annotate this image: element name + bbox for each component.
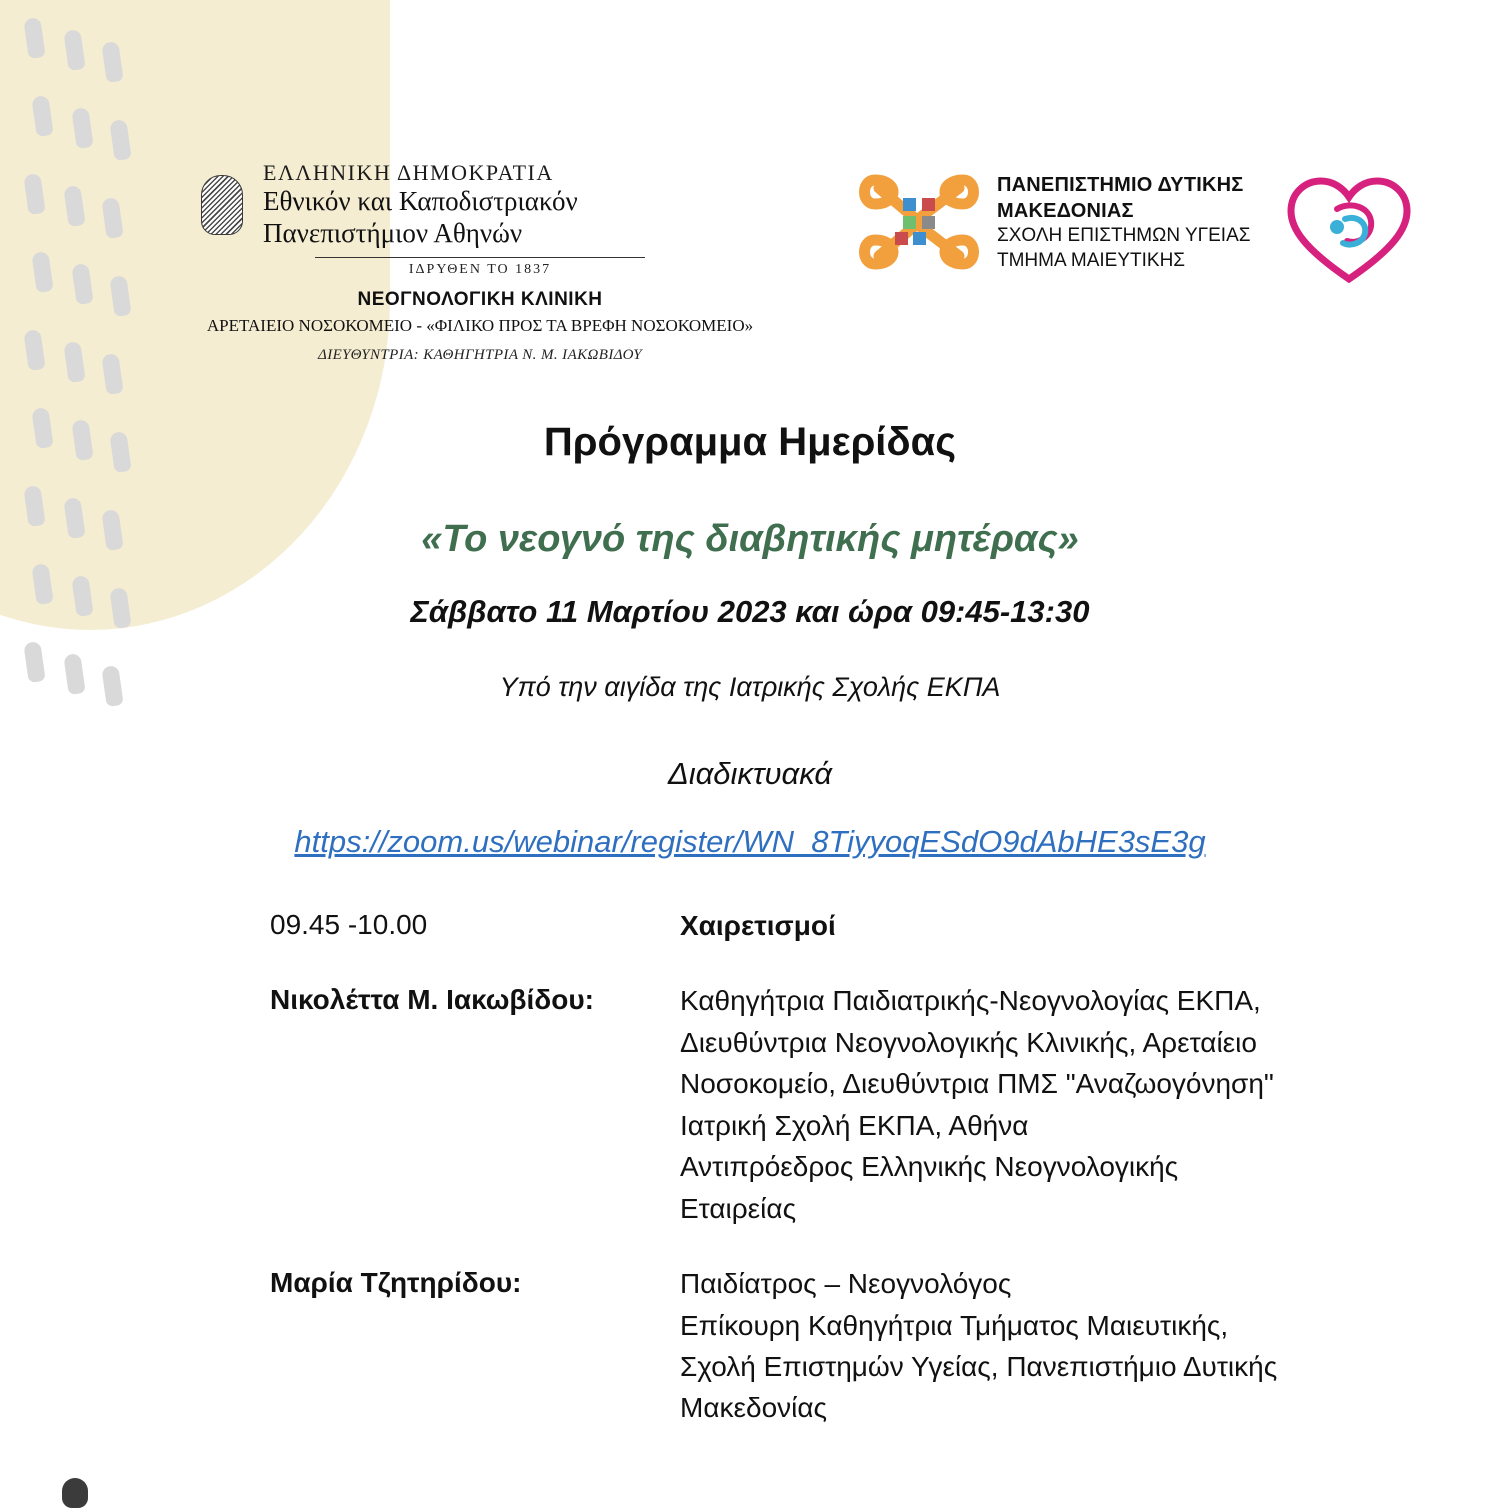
ekpa-clinic: ΝΕΟΓΝΟΛΟΓΙΚΗ ΚΛΙΝΙΚΗ (357, 288, 603, 310)
ekpa-director: ΔΙΕΥΘΥΝΤΡΙΑ: ΚΑΘΗΓΗΤΡΙΑ Ν. Μ. ΙΑΚΩΒΙΔΟΥ (317, 346, 643, 363)
event-datetime: Σάββατο 11 Μαρτίου 2023 και ώρα 09:45-13:30 (410, 594, 1090, 629)
uowm-line1: ΠΑΝΕΠΙΣΤΗΜΙΟ ΔΥΤΙΚΗΣ (997, 174, 1244, 196)
zoom-registration-link[interactable]: https://zoom.us/webinar/register/WN_8TiyyoqESdO9dAbHE3sE3g (294, 824, 1206, 859)
athena-seal-icon (195, 167, 249, 243)
schedule-row-label: Μαρία Τζητηρίδου: (270, 1267, 522, 1299)
midwifery-heart-icon (1285, 175, 1413, 287)
schedule-row-line: Καθηγήτρια Παιδιατρικής-Νεογνολογίας ΕΚΠΑ, (680, 985, 1261, 1017)
schedule-row-line: Σχολή Επιστημών Υγείας, Πανεπιστήμιο Δυτικής (680, 1350, 1278, 1382)
schedule-row (270, 905, 1450, 946)
event-subtitle: «Το νεογνό της διαβητικής μητέρας» (421, 518, 1079, 560)
online-label: Διαδικτυακά (667, 756, 833, 791)
schedule-row-description (680, 1263, 1450, 1429)
schedule-row (270, 1263, 1450, 1429)
schedule-row-line: Παιδίατρος – Νεογνολόγος (680, 1268, 1012, 1300)
schedule-row-line: Χαιρετισμοί (680, 910, 836, 941)
schedule-row-line: Μακεδονίας (680, 1392, 828, 1424)
schedule-row-line: Ιατρική Σχολή ΕΚΠΑ, Αθήνα (680, 1109, 1029, 1141)
logo-ekpa (195, 160, 765, 364)
schedule-row-label: 09.45 -10.00 (270, 909, 428, 940)
ekpa-logo-row (195, 160, 765, 250)
divider (315, 257, 645, 258)
uowm-line4: ΤΜΗΜΑ ΜΑΙΕΥΤΙΚΗΣ (997, 249, 1186, 271)
schedule-row-line: Επίκουρη Καθηγήτρια Τμήματος Μαιευτικής, (680, 1309, 1229, 1341)
logo-uowm (855, 158, 1251, 286)
logo-header (0, 150, 1500, 390)
ekpa-line2: Εθνικόν και Καποδιστριακόν (263, 186, 578, 216)
schedule-row-label: Νικολέττα Μ. Ιακωβίδου: (270, 984, 594, 1016)
uowm-line2: ΜΑΚΕΔΟΝΙΑΣ (997, 200, 1134, 222)
uowm-titles (997, 158, 1251, 273)
schedule-row-line: Νοσοκομείο, Διευθύντρια ΠΜΣ "Αναζωογόνηση" (680, 1068, 1274, 1100)
ekpa-line3: Πανεπιστήμιον Αθηνών (263, 217, 523, 248)
ekpa-hospital: ΑΡΕΤΑΙΕΙΟ ΝΟΣΟΚΟΜΕΙΟ - «ΦΙΛΙΚΟ ΠΡΟΣ ΤΑ ΒΡΕΦΗ ΝΟΣΟΚΟΜΕΙΟ» (206, 315, 754, 335)
schedule-row-line: Εταιρείας (680, 1192, 797, 1224)
event-auspices: Υπό την αιγίδα της Ιατρικής Σχολής ΕΚΠΑ (499, 672, 1001, 702)
uowm-line3: ΣΧΟΛΗ ΕΠΙΣΤΗΜΩΝ ΥΓΕΙΑΣ (997, 225, 1251, 246)
schedule-row-line: Διευθύντρια Νεογνολογικής Κλινικής, Αρεταίειο (680, 1026, 1257, 1058)
knot-emblem-icon (855, 158, 983, 286)
schedule-list (270, 905, 1450, 1463)
ekpa-line1: ΕΛΛΗΝΙΚΗ ΔΗΜΟΚΡΑΤΙΑ (263, 160, 554, 185)
schedule-row-description (680, 980, 1450, 1229)
schedule-row (270, 980, 1450, 1229)
ekpa-titles (263, 160, 578, 250)
page-title: Πρόγραμμα Ημερίδας (543, 420, 957, 464)
schedule-row-line: Αντιπρόεδρος Ελληνικής Νεογνολογικής (680, 1151, 1179, 1183)
ekpa-founded: ΙΔΡΥΘΕΝ ΤΟ 1837 (408, 261, 552, 277)
schedule-row-description (680, 905, 1450, 946)
